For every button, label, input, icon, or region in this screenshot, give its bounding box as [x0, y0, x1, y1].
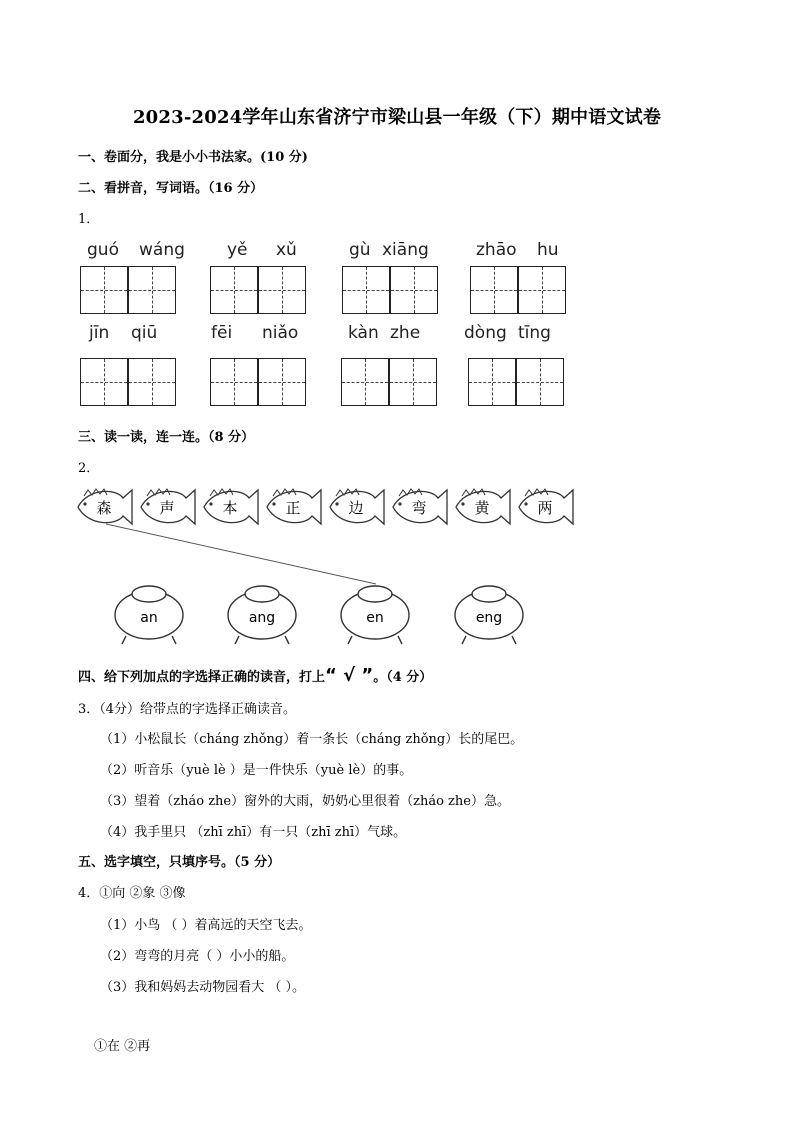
fish-3-label: 本 — [222, 499, 238, 517]
pot-ang-label: ang — [248, 610, 276, 626]
section-4-heading — [78, 665, 432, 686]
question-3-number: 3．（4分）给带点的字选择正确读音。 — [78, 702, 297, 717]
fish-4-label: 正 — [285, 499, 301, 517]
pot-eng-icon[interactable] — [455, 586, 523, 644]
section-1-heading: 一、卷面分，我是小小书法家。(10 分) — [78, 150, 308, 165]
q4-line-1: （1）小鸟 （ ）着高远的天空飞去。 — [100, 918, 312, 933]
fish-5-label: 边 — [348, 499, 364, 517]
fish-4-icon[interactable] — [267, 489, 321, 524]
pinyin-4a: zhāo — [476, 240, 517, 260]
pot-en-icon[interactable] — [341, 586, 409, 644]
pot-en-label: en — [366, 610, 384, 626]
pinyin-1b: wáng — [139, 240, 185, 260]
fish-2-label: 声 — [159, 499, 175, 517]
fish-7-icon[interactable] — [456, 489, 510, 524]
pinyin-5b: qiū — [131, 323, 158, 343]
fish-7-label: 黄 — [474, 499, 490, 517]
pot-eng-label: eng — [475, 610, 503, 626]
check-mark-icon: “ √ ” — [325, 665, 374, 686]
pinyin-2b: xǔ — [276, 240, 297, 260]
pot-an-icon[interactable] — [115, 586, 183, 644]
question-4-number: 4．①向 ②象 ③像 — [78, 886, 186, 901]
question-1-number: 1． — [78, 212, 100, 227]
q3-line-3: （3）望着（zháo zhe）窗外的大雨，奶奶心里很着（zháo zhe）急。 — [100, 794, 510, 809]
pot-an-label: an — [140, 610, 158, 626]
fish-1-label: 森 — [96, 499, 112, 517]
section-5-heading: 五、选字填空，只填序号。（5 分） — [78, 855, 281, 870]
pinyin-6b: niǎo — [262, 323, 299, 343]
pinyin-7a: kàn — [348, 323, 379, 343]
fish-2-icon[interactable] — [141, 489, 195, 524]
pinyin-7b: zhe — [390, 323, 421, 343]
pinyin-1a: guó — [87, 240, 119, 260]
pinyin-8b: tīng — [518, 323, 551, 343]
fish-1-icon[interactable] — [78, 489, 132, 524]
fish-5-icon[interactable] — [330, 489, 384, 524]
fish-6-icon[interactable] — [393, 489, 447, 524]
fish-6-label: 弯 — [411, 499, 427, 517]
fish-8-label: 两 — [537, 499, 553, 517]
question-2-number: 2． — [78, 461, 100, 476]
section-3-heading: 三、读一读，连一连。（8 分） — [78, 430, 255, 445]
pinyin-8a: dòng — [464, 323, 507, 343]
pinyin-2a: yě — [227, 240, 248, 260]
q3-line-1: （1）小松鼠长（cháng zhǒng）着一条长（cháng zhǒng）长的尾巴。 — [100, 732, 524, 747]
pinyin-3b: xiāng — [382, 240, 429, 260]
pinyin-4b: hu — [537, 240, 559, 260]
section-4-heading-post: 。（4 分） — [373, 670, 433, 685]
q3-line-2: （2）听音乐（yuè lè ）是一件快乐（yuè lè）的事。 — [100, 763, 413, 778]
q4-line-3: （3）我和妈妈去动物园看大 （ ）。 — [100, 980, 306, 995]
pot-ang-icon[interactable] — [228, 586, 296, 644]
pinyin-6a: fēi — [211, 323, 233, 343]
section-4-heading-pre: 四、给下列加点的字选择正确的读音，打上 — [78, 670, 326, 685]
q4-options-2: ①在 ②再 — [94, 1039, 151, 1054]
q3-line-4: （4）我手里只 （zhī zhī）有一只（zhī zhī）气球。 — [100, 825, 407, 840]
example-connection-line — [106, 524, 376, 584]
fish-3-icon[interactable] — [204, 489, 258, 524]
fish-8-icon[interactable] — [519, 489, 573, 524]
q4-line-2: （2）弯弯的月亮（ ）小小的船。 — [100, 949, 295, 964]
page-title: 2023-2024学年山东省济宁市梁山县一年级（下）期中语文试卷 — [132, 107, 662, 128]
pinyin-5a: jīn — [89, 323, 110, 343]
matching-illustration — [76, 480, 576, 645]
pinyin-3a: gù — [349, 240, 371, 260]
section-2-heading: 二、看拼音，写词语。（16 分） — [78, 181, 264, 196]
